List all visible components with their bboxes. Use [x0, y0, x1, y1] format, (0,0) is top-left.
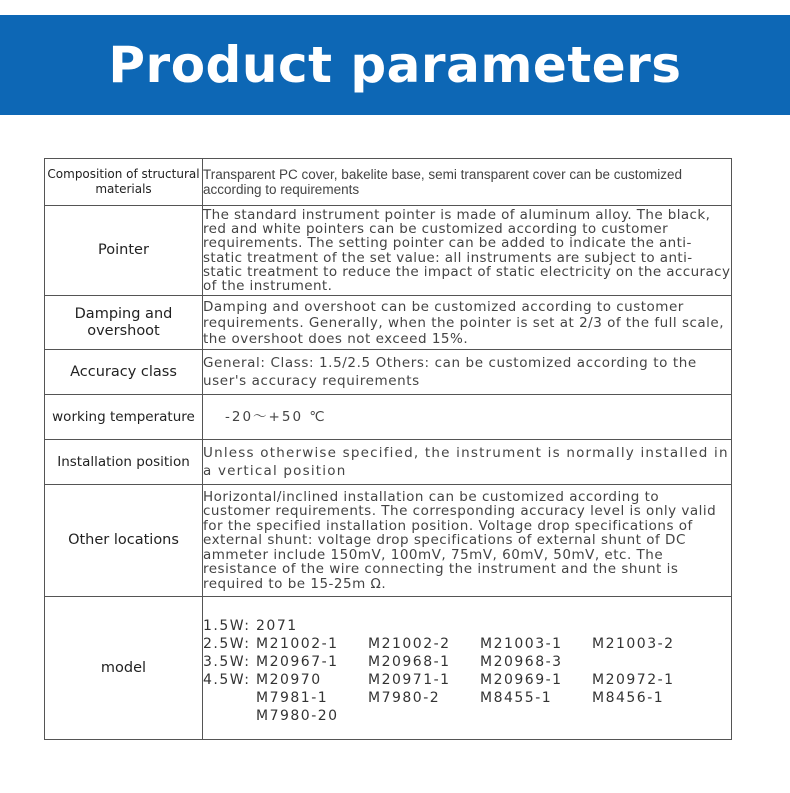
model-number: M21003-1 — [480, 636, 563, 652]
model-number: M20972-1 — [592, 672, 675, 688]
model-number: M7981-1 — [256, 690, 329, 706]
model-number: 2071 — [256, 618, 298, 634]
model-number: M20968-3 — [480, 654, 563, 670]
row-label: model — [45, 597, 203, 740]
model-wattage — [203, 707, 256, 725]
model-line — [203, 653, 731, 671]
model-line — [203, 617, 731, 635]
model-wattage: 3.5W: — [203, 654, 251, 670]
model-number: M8456-1 — [592, 690, 665, 706]
model-number: M21002-2 — [368, 636, 451, 652]
parameters-table — [44, 158, 732, 740]
row-label: Damping and overshoot — [45, 296, 203, 350]
row-label: Pointer — [45, 206, 203, 296]
model-line — [203, 707, 731, 725]
model-wattage: 4.5W: — [203, 672, 251, 688]
model-number: M20968-1 — [368, 654, 451, 670]
table-row — [45, 395, 732, 440]
row-label: working temperature — [45, 395, 203, 440]
model-number: M20970 — [256, 672, 322, 688]
row-label: Installation position — [45, 440, 203, 485]
model-line — [203, 635, 731, 653]
model-wattage: 1.5W: — [203, 618, 251, 634]
model-number: M20967-1 — [256, 654, 339, 670]
table-row — [45, 159, 732, 206]
model-line — [203, 671, 731, 689]
model-list — [203, 597, 732, 740]
model-line — [203, 689, 731, 707]
page-title: Product parameters — [108, 36, 682, 94]
row-label: Composition of structural materials — [45, 159, 203, 206]
row-label: Accuracy class — [45, 350, 203, 395]
row-label: Other locations — [45, 485, 203, 597]
model-lines — [203, 617, 731, 725]
row-value: Horizontal/inclined installation can be customized according to customer requirements. The corresponding accuracy level is only valid for the specified installation position. Voltage drop specifications of external shunt: voltage drop specifications of external shunt of DC ammeter include 150mV, 100mV, 75mV, 60mV, 50mV, etc. The resistance of the wire connecting the instrument and the shunt is required to be 15-25m Ω. — [203, 485, 732, 597]
table-row — [45, 206, 732, 296]
model-number: M8455-1 — [480, 690, 553, 706]
model-number: M7980-2 — [368, 690, 441, 706]
table-row — [45, 296, 732, 350]
row-value: Damping and overshoot can be customized according to customer requirements. Generally, when the pointer is set at 2/3 of the full scale, the overshoot does not exceed 15%. — [203, 296, 732, 350]
table-row — [45, 350, 732, 395]
row-value: Unless otherwise specified, the instrument is normally installed in a vertical position — [203, 440, 732, 485]
row-value: General: Class: 1.5/2.5 Others: can be customized according to the user's accuracy requirements — [203, 350, 732, 395]
model-number: M20971-1 — [368, 672, 451, 688]
model-wattage: 2.5W: — [203, 636, 251, 652]
row-value: The standard instrument pointer is made of aluminum alloy. The black, red and white pointers can be customized according to customer requirements. The setting pointer can be added to indicate the anti-static treatment of the set value: all instruments are subject to anti-static treatment to reduce the impact of static electricity on the accuracy of the instrument. — [203, 206, 731, 294]
row-value: -20～+50 ℃ — [203, 395, 732, 440]
header-banner — [0, 15, 790, 115]
model-number: M21002-1 — [256, 636, 339, 652]
row-value: Transparent PC cover, bakelite base, semi transparent cover can be customized according to requirements — [203, 159, 732, 206]
model-number: M21003-2 — [592, 636, 675, 652]
model-number: M7980-20 — [256, 708, 339, 724]
table-row — [45, 485, 732, 597]
table-row — [45, 440, 732, 485]
model-wattage — [203, 689, 256, 707]
model-number: M20969-1 — [480, 672, 563, 688]
table-row — [45, 597, 732, 740]
